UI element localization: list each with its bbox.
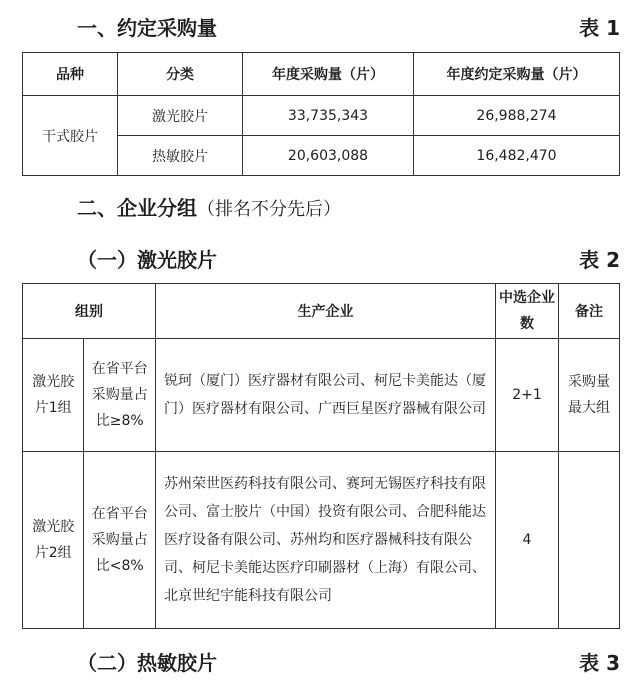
cell-count: 2+1: [496, 339, 559, 452]
header-variety: 品种: [23, 53, 118, 96]
cell-category: 热敏胶片: [118, 136, 243, 176]
cell-group: 激光胶片1组: [23, 339, 84, 452]
table1: [22, 52, 620, 176]
subsection1-title: （一）激光胶片: [77, 248, 217, 272]
section1-title: 一、约定采购量: [77, 16, 217, 40]
header-company: 生产企业: [156, 284, 496, 339]
section2-title: [77, 192, 341, 221]
cell-agreed: 26,988,274: [414, 96, 620, 136]
cell-annual: 20,603,088: [243, 136, 414, 176]
cell-group: 激光胶片2组: [23, 452, 84, 629]
header-count: 中选企业数: [496, 284, 559, 339]
section2-heading: 二、企业分组: [77, 196, 197, 220]
cell-agreed: 16,482,470: [414, 136, 620, 176]
table1-number: 表 1: [579, 16, 620, 40]
cell-remark: 采购量最大组: [559, 339, 620, 452]
header-agreed: 年度约定采购量（片）: [414, 53, 620, 96]
header-group: 组别: [23, 284, 156, 339]
subsection2-title: （二）热敏胶片: [77, 651, 217, 675]
table2: [22, 283, 620, 629]
table3-number: 表 3: [579, 651, 620, 675]
header-annual: 年度采购量（片）: [243, 53, 414, 96]
cell-category: 激光胶片: [118, 96, 243, 136]
header-remark: 备注: [559, 284, 620, 339]
cell-criterion: 在省平台采购量占比≥8%: [84, 339, 156, 452]
table2-header-row: [23, 284, 620, 339]
table-row: [23, 452, 620, 629]
section2-note: （排名不分先后）: [197, 199, 341, 220]
table-row: [23, 339, 620, 452]
table2-number: 表 2: [579, 248, 620, 272]
cell-criterion: 在省平台采购量占比<8%: [84, 452, 156, 629]
cell-companies: 苏州荣世医药科技有限公司、赛珂无锡医疗科技有限公司、富士胶片（中国）投资有限公司、合肥科能达医疗设备有限公司、苏州均和医疗器械科技有限公司、柯尼卡美能达医疗印刷器材（上海）有限公司、北京世纪宇能科技有限公司: [156, 452, 496, 629]
cell-count: 4: [496, 452, 559, 629]
table1-header-row: [23, 53, 620, 96]
cell-remark: [559, 452, 620, 629]
cell-annual: 33,735,343: [243, 96, 414, 136]
header-category: 分类: [118, 53, 243, 96]
cell-variety: 干式胶片: [23, 96, 118, 176]
cell-companies: 锐珂（厦门）医疗器材有限公司、柯尼卡美能达（厦门）医疗器材有限公司、广西巨星医疗器械有限公司: [156, 339, 496, 452]
table-row: [23, 96, 620, 136]
